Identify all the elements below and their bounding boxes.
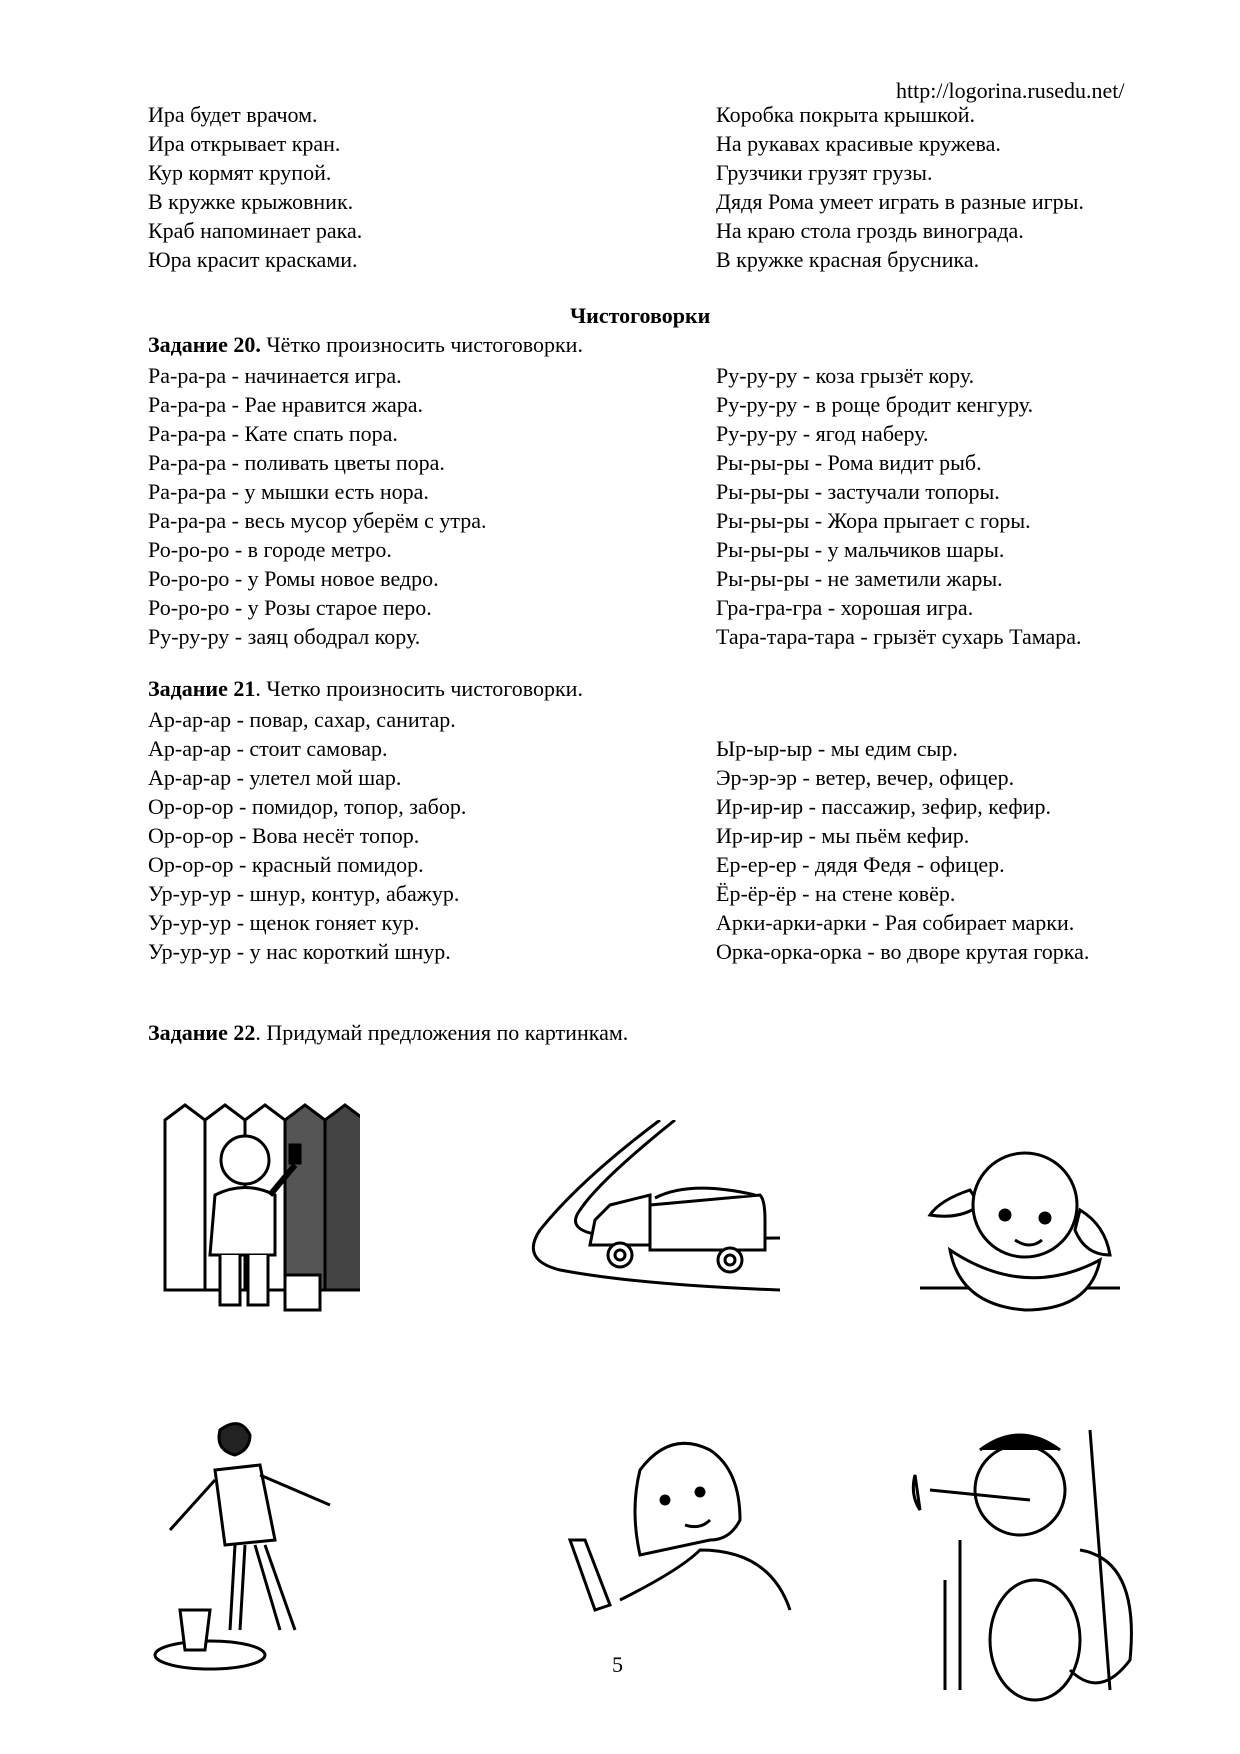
sentence: Ира будет врачом. (148, 102, 318, 127)
task-20-label: Задание 20. (148, 332, 261, 357)
task-20-text: Чётко произносить чистоговорки. (260, 332, 583, 357)
tongue-twister: Ер-ер-ер - дядя Федя - офицер. (716, 852, 1005, 877)
tongue-twister: Орка-орка-орка - во дворе крутая горка. (716, 939, 1090, 964)
tongue-twister: Ры-ры-ры - не заметили жары. (716, 566, 1003, 591)
tongue-twister: Ра-ра-ра - Рае нравится жара. (148, 392, 423, 417)
tongue-twister: Ар-ар-ар - повар, сахар, санитар. (148, 707, 456, 732)
tongue-twister: Ор-ор-ор - помидор, топор, забор. (148, 794, 467, 819)
tongue-twister: Ры-ры-ры - Жора прыгает с горы. (716, 508, 1031, 533)
sentence: Кур кормят крупой. (148, 160, 332, 185)
task-21-text: . Четко произносить чистоговорки. (255, 676, 583, 701)
task-22-label: Задание 22 (148, 1020, 256, 1045)
tongue-twister: Ёр-ёр-ёр - на стене ковёр. (716, 881, 956, 906)
section-title: Чистоговорки (570, 303, 711, 328)
tongue-twister: Ур-ур-ур - у нас короткий шнур. (148, 939, 451, 964)
task-21-left-column (148, 705, 466, 966)
sentence: Юра красит красками. (148, 247, 358, 272)
sentence: На краю стола гроздь винограда. (716, 218, 1024, 243)
task-22-heading (148, 1020, 628, 1046)
sentence: В кружке крыжовник. (148, 189, 354, 214)
tongue-twister: Ра-ра-ра - Кате спать пора. (148, 421, 398, 446)
tongue-twister: Ир-ир-ир - пассажир, зефир, кефир. (716, 794, 1051, 819)
task-22-text: . Придумай предложения по картинкам. (255, 1020, 629, 1045)
picture-boy-playing-instruments (900, 1400, 1140, 1720)
picture-girl-eating-watermelon (920, 1130, 1130, 1320)
picture-truck-on-road (520, 1120, 780, 1320)
tongue-twister: Ры-ры-ры - застучали топоры. (716, 479, 1000, 504)
tongue-twister: Ру-ру-ру - ягод наберу. (716, 421, 929, 446)
tongue-twister: Ыр-ыр-ыр - мы едим сыр. (716, 736, 958, 761)
sentence: Ира открывает кран. (148, 131, 341, 156)
tongue-twister: Ра-ра-ра - у мышки есть нора. (148, 479, 429, 504)
picture-boy-painting-fence (160, 1100, 360, 1320)
tongue-twister: Ры-ры-ры - у мальчиков шары. (716, 537, 1005, 562)
tongue-twister: Ор-ор-ор - Вова несёт топор. (148, 823, 420, 848)
picture-girl-holding-pencil (540, 1430, 800, 1640)
sentence: Дядя Рома умеет играть в разные игры. (716, 189, 1084, 214)
tongue-twister: Ур-ур-ур - шнур, контур, абажур. (148, 881, 460, 906)
tongue-twister: Ар-ар-ар - улетел мой шар. (148, 765, 402, 790)
task-20-right-column (716, 361, 1082, 651)
intro-right-column (716, 100, 1084, 274)
intro-left-column (148, 100, 362, 274)
tongue-twister: Арки-арки-арки - Рая собирает марки. (716, 910, 1075, 935)
tongue-twister: Ро-ро-ро - у Ромы новое ведро. (148, 566, 439, 591)
tongue-twister: Ру-ру-ру - коза грызёт кору. (716, 363, 975, 388)
sentence: В кружке красная брусника. (716, 247, 980, 272)
tongue-twister: Ры-ры-ры - Рома видит рыб. (716, 450, 982, 475)
source-url: http://logorina.rusedu.net/ (896, 78, 1125, 103)
sentence: На рукавах красивые кружева. (716, 131, 1001, 156)
tongue-twister: Ир-ир-ир - мы пьём кефир. (716, 823, 970, 848)
tongue-twister: Эр-эр-эр - ветер, вечер, офицер. (716, 765, 1015, 790)
sentence: Коробка покрыта крышкой. (716, 102, 976, 127)
tongue-twister: Гра-гра-гра - хорошая игра. (716, 595, 974, 620)
tongue-twister: Ар-ар-ар - стоит самовар. (148, 736, 388, 761)
picture-boy-spilled-bucket (150, 1410, 390, 1690)
task-21-heading (148, 676, 583, 702)
task-20-left-column (148, 361, 487, 651)
tongue-twister: Ра-ра-ра - поливать цветы пора. (148, 450, 445, 475)
tongue-twister: Ро-ро-ро - в городе метро. (148, 537, 392, 562)
task-21-right-column (716, 734, 1089, 966)
sentence: Краб напоминает рака. (148, 218, 363, 243)
task-20-heading (148, 332, 583, 358)
tongue-twister: Ру-ру-ру - в роще бродит кенгуру. (716, 392, 1034, 417)
tongue-twister: Ор-ор-ор - красный помидор. (148, 852, 424, 877)
task-21-label: Задание 21 (148, 676, 256, 701)
tongue-twister: Ро-ро-ро - у Розы старое перо. (148, 595, 432, 620)
tongue-twister: Ру-ру-ру - заяц ободрал кору. (148, 624, 421, 649)
tongue-twister: Ра-ра-ра - начинается игра. (148, 363, 402, 388)
tongue-twister: Тара-тара-тара - грызёт сухарь Тамара. (716, 624, 1082, 649)
sentence: Грузчики грузят грузы. (716, 160, 933, 185)
tongue-twister: Ра-ра-ра - весь мусор уберём с утра. (148, 508, 487, 533)
page-number: 5 (612, 1652, 623, 1677)
tongue-twister: Ур-ур-ур - щенок гоняет кур. (148, 910, 420, 935)
